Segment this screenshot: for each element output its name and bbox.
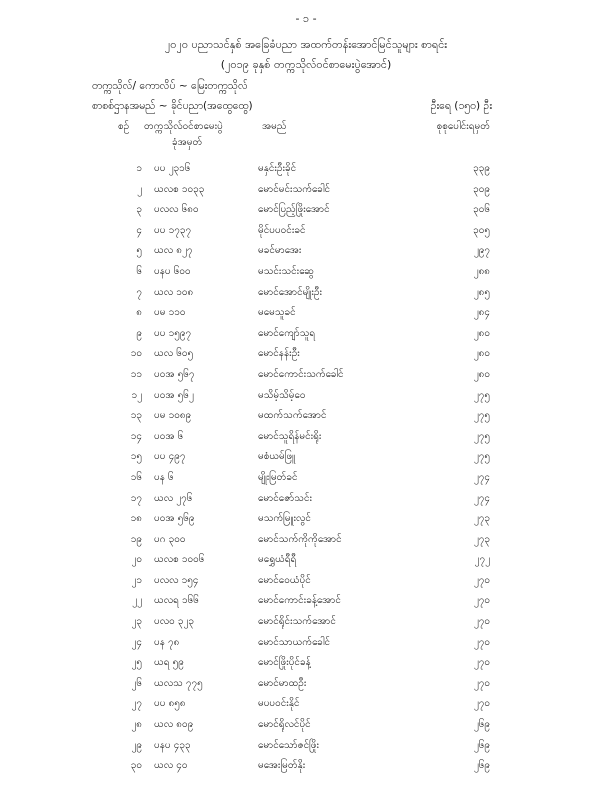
- total-score: ၂၈၅: [473, 286, 490, 298]
- roll-number: ယရ ၅၉: [154, 657, 184, 669]
- row-number: ၁၇: [130, 492, 142, 504]
- student-name: မောင်သူရိန်မင်းရိုး: [258, 430, 322, 442]
- total-score: ၂၇၅: [473, 430, 490, 442]
- total-score: ၂၈၈: [473, 265, 490, 277]
- total-score: ၃၀၉: [473, 183, 490, 195]
- table-row: [0, 305, 612, 326]
- table-row: [0, 738, 612, 759]
- total-score: ၃၀၅: [473, 224, 490, 236]
- total-score: ၂၇၀: [473, 616, 490, 628]
- roll-number: ပမ ၁၀၈၉: [154, 410, 192, 422]
- roll-number: ပနပ ၆၀၀: [154, 265, 191, 277]
- total-score: ၂၇၀: [473, 636, 490, 648]
- roll-number: ယလ ၈၀၉: [154, 719, 194, 731]
- row-number: ၉: [136, 327, 142, 339]
- student-name: မောင်ရိုင်းသက်အောင်: [258, 616, 336, 628]
- row-number: ၁၁: [130, 368, 142, 380]
- total-score: ၂၇၀: [473, 657, 490, 669]
- student-name: မောင်ရိုလင်ပိုင်: [258, 719, 311, 731]
- student-name: မခင်မာအေး: [258, 245, 302, 257]
- row-number: ၄: [136, 224, 142, 236]
- row-number: ၁၆: [130, 471, 142, 483]
- roll-number: ပပ ၁၇၃၇: [154, 224, 192, 236]
- roll-number: ပလလ ၆၈၀: [154, 204, 199, 216]
- column-header-score: စုစုပေါင်းရမှတ်: [436, 121, 490, 132]
- roll-number: ယလ ၁၀၈: [154, 286, 194, 298]
- total-score: ၂၈၀: [473, 348, 490, 360]
- row-number: ၇: [136, 286, 142, 298]
- total-score: ၂၆၉: [473, 739, 490, 751]
- row-number: ၃၀: [130, 760, 142, 772]
- roll-number: ပဝအ ၅၆၂: [154, 389, 194, 401]
- roll-number: ပမ ၁၁၀: [154, 307, 186, 319]
- row-number: ၁၀: [130, 348, 142, 360]
- total-score: ၂၆၉: [473, 719, 490, 731]
- table-row: [0, 346, 612, 367]
- row-number: ၁၅: [130, 451, 142, 463]
- row-number: ၂၇: [131, 698, 142, 710]
- total-score: ၂၇၀: [473, 698, 490, 710]
- roll-number: ယလစ ၁၀၀၆: [154, 554, 205, 566]
- total-count: ဦးရေ (၁၅၀) ဦး: [430, 100, 492, 112]
- student-name: မောင်သက်ကိုကိုအောင်: [258, 533, 342, 545]
- student-name: မိုင်ပပဝင်းခင်: [258, 224, 306, 236]
- table-row: [0, 635, 612, 656]
- row-number: ၈: [136, 307, 142, 319]
- university-line: တက္ကသိုလ်/ ကောလိပ် ~ မြေးတက္ကသိုလ်: [92, 80, 248, 92]
- roll-number: ယလ ၂၇၆: [154, 492, 193, 504]
- table-row: [0, 676, 612, 697]
- table-row: [0, 161, 612, 182]
- roll-number: ယလသ ၇၇၅: [154, 677, 203, 689]
- student-name: မောင်ကျော်သူရ: [258, 327, 316, 339]
- table-row: [0, 408, 612, 429]
- roll-number: ပန ၆: [154, 471, 174, 483]
- roll-number: ပလဝ ၃၂၃: [154, 616, 195, 628]
- table-row: [0, 470, 612, 491]
- student-name: မစံယမ်ဖြူ: [258, 451, 296, 463]
- row-number: ၂: [137, 183, 142, 195]
- student-name: မမေသူခင်: [258, 307, 296, 319]
- table-row: [0, 223, 612, 244]
- row-number: ၃: [136, 204, 142, 216]
- student-name: မသင်းသင်းဆွေ: [258, 265, 314, 277]
- total-score: ၂၈၀: [473, 327, 490, 339]
- roll-number: ပဝအ ၅၆၇: [154, 368, 195, 380]
- table-row: [0, 614, 612, 635]
- total-score: ၂၇၂: [474, 554, 490, 566]
- row-number: ၂၄: [131, 636, 142, 648]
- roll-number: ပန ၇၈: [154, 636, 180, 648]
- total-score: ၃၃၉: [473, 163, 490, 174]
- student-name: မရွှေယံရီရီ: [258, 554, 297, 566]
- table-row: [0, 202, 612, 223]
- roll-number: ပပ ၈၅၈: [154, 698, 186, 710]
- row-number: ၂၁: [131, 574, 142, 586]
- roll-number: ယလ ၈၂၇: [154, 245, 193, 257]
- student-name: မောင်ကောင်းသက်ခေါင်: [258, 368, 344, 380]
- total-score: ၂၇၀: [473, 574, 490, 586]
- roll-number: ပပ ၂၃၁၆: [154, 163, 191, 174]
- row-number: ၁၂: [131, 389, 142, 401]
- row-number: ၆: [136, 265, 142, 277]
- roll-number: ယလ ၆၀၅: [154, 348, 194, 360]
- row-number: ၁၄: [130, 430, 142, 442]
- table-row: [0, 429, 612, 450]
- student-name: မောင်အောင်မျိုးဦး: [258, 286, 323, 298]
- roll-number: ပဂ ၃၀၀: [154, 533, 186, 545]
- results-table: [0, 161, 612, 779]
- student-name: မသိမ့်သိမ့်ဝေ: [258, 389, 306, 401]
- table-row: [0, 511, 612, 532]
- student-name: မောင်သော်ဇင်ဖြိုး: [258, 739, 320, 751]
- row-number: ၁: [136, 163, 142, 174]
- roll-number: ပနပ ၄၃၃: [154, 739, 191, 751]
- total-score: ၂၇၃: [473, 513, 490, 525]
- table-row: [0, 593, 612, 614]
- table-row: [0, 491, 612, 512]
- student-name: မောင်ဝေယံပိုင်: [258, 574, 311, 586]
- row-number: ၂၉: [131, 739, 142, 751]
- row-number: ၁၉: [130, 533, 142, 545]
- student-name: မောင်ဖြိုးပိုင်ခန့်: [258, 657, 311, 669]
- student-name: မပပဝင်းနိုင်: [258, 698, 300, 710]
- student-name: မောင်ကောင်းခန့်အောင်: [258, 595, 341, 607]
- total-score: ၂၈၄: [473, 307, 490, 319]
- page-number: - ၁ -: [295, 12, 317, 25]
- column-header-roll: တက္ကသိုလ်ဝင်စာမေးပွဲ: [144, 121, 223, 132]
- column-header-roll-sub: ခုံအမှတ်: [172, 137, 203, 148]
- roll-number: ပပ ၁၅၉၇: [154, 327, 192, 339]
- table-row: [0, 243, 612, 264]
- table-row: [0, 388, 612, 409]
- column-header-name: အမည်: [262, 121, 287, 132]
- row-number: ၅: [136, 245, 142, 257]
- student-name: မောင်သာယက်ခေါင်: [258, 636, 331, 648]
- total-score: ၂၇၄: [473, 492, 490, 504]
- student-name: မောင်ပြည့်ဖြိုးအောင်: [258, 204, 330, 216]
- roll-number: ယလစ ၁၀၃၃: [154, 183, 205, 195]
- total-score: ၂၇၅: [473, 451, 490, 463]
- roll-number: ယလရ ၁၆၆: [154, 595, 199, 607]
- exam-center-line: စာစစ်ဌာနအမည် ~ ခိုင်ပညာ(အထွေထွေ): [92, 100, 253, 112]
- row-number: ၁၈: [130, 513, 142, 525]
- total-score: ၂၇၄: [473, 471, 490, 483]
- total-score: ၂၇၀: [473, 677, 490, 689]
- column-header-no: စဉ်: [118, 121, 130, 132]
- row-number: ၂၂: [132, 595, 142, 607]
- table-row: [0, 326, 612, 347]
- row-number: ၂၆: [131, 677, 142, 689]
- table-row: [0, 573, 612, 594]
- roll-number: ပဝအ ၆: [154, 430, 184, 442]
- table-row: [0, 182, 612, 203]
- document-subtitle: (၂၀၁၉ ခုနှစ် တက္ကသိုလ်ဝင်စာမေးပွဲအောင်): [220, 58, 392, 71]
- total-score: ၂၇၅: [473, 389, 490, 401]
- row-number: ၂၅: [131, 657, 142, 669]
- row-number: ၂၈: [131, 719, 142, 731]
- table-row: [0, 552, 612, 573]
- student-name: မအေးမြတ်နိုး: [258, 760, 306, 772]
- student-name: မျိုးမြတ်ခင်: [258, 471, 298, 483]
- table-row: [0, 758, 612, 779]
- roll-number: ပဝအ ၅၆၉: [154, 513, 195, 525]
- student-name: မောင်မာထဦး: [258, 677, 307, 689]
- row-number: ၂၀: [131, 554, 142, 566]
- student-name: မနှင်းဦးခိုင်: [258, 163, 297, 174]
- total-score: ၂၉၇: [473, 245, 490, 257]
- total-score: ၂၇၀: [473, 595, 490, 607]
- table-row: [0, 367, 612, 388]
- roll-number: ပပ ၄၉၇: [154, 451, 186, 463]
- table-row: [0, 285, 612, 306]
- table-row: [0, 717, 612, 738]
- total-score: ၂၈၀: [473, 368, 490, 380]
- roll-number: ယလ ၄၀: [154, 760, 188, 772]
- total-score: ၂၆၉: [473, 760, 490, 772]
- table-row: [0, 696, 612, 717]
- row-number: ၂၃: [131, 616, 142, 628]
- document-title: ၂၀၂၀ ပညာသင်နှစ် အခြေခံပညာ အထက်တန်းအောင်မြင်သူများ စာရင်း: [164, 38, 448, 51]
- student-name: မောင်နန်းဦး: [258, 348, 300, 360]
- student-name: မောင်မင်းသက်ခေါင်: [258, 183, 330, 195]
- table-row: [0, 655, 612, 676]
- total-score: ၂၇၅: [473, 410, 490, 422]
- student-name: မောင်ဇော်သင်း: [258, 492, 313, 504]
- row-number: ၁၃: [130, 410, 142, 422]
- table-row: [0, 532, 612, 553]
- total-score: ၃၀၆: [473, 204, 490, 216]
- student-name: မထက်သက်အောင်: [258, 410, 327, 422]
- table-row: [0, 264, 612, 285]
- student-name: မသက်မြူးလွင်: [258, 513, 311, 525]
- table-row: [0, 449, 612, 470]
- roll-number: ပလလ ၁၅၄: [154, 574, 199, 586]
- total-score: ၂၇၃: [473, 533, 490, 545]
